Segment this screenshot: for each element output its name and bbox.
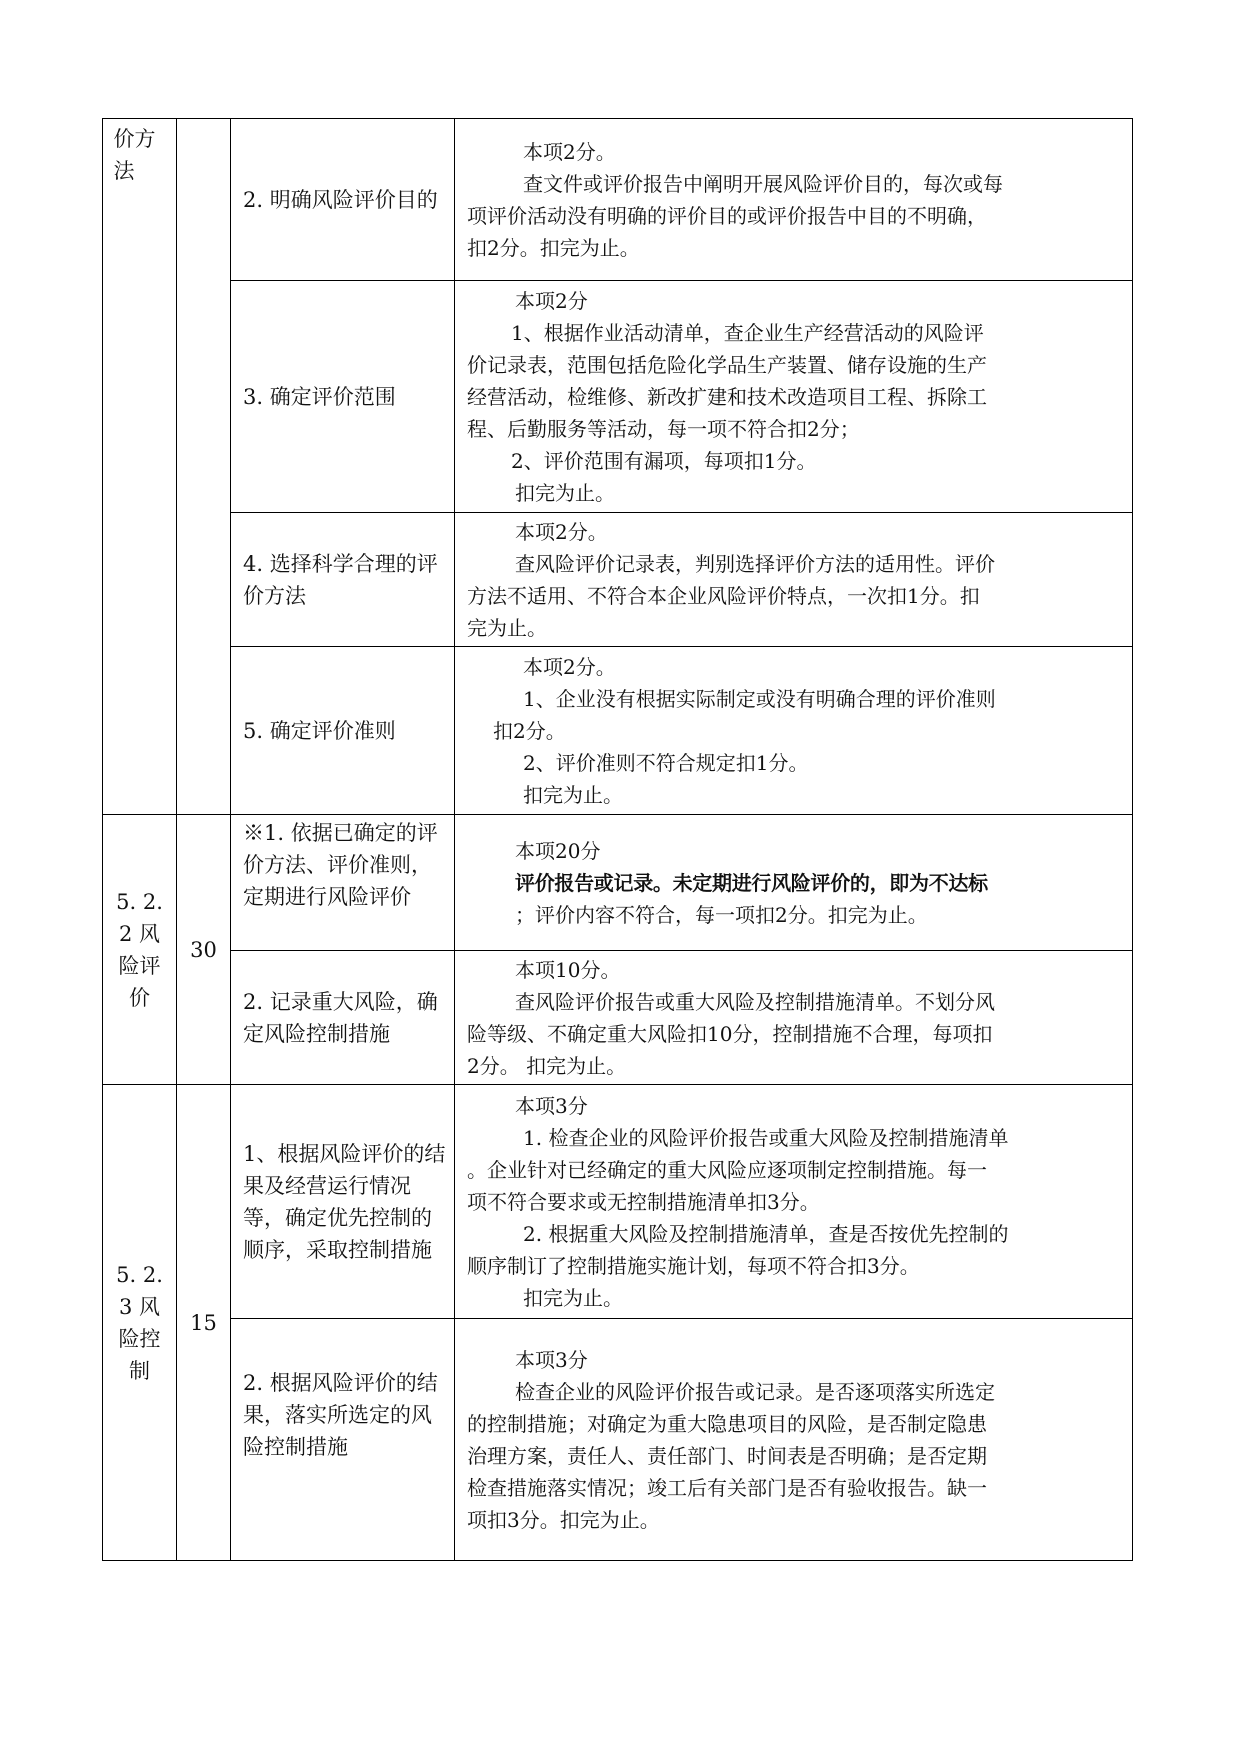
method-line: 扣完为止。 <box>523 782 623 807</box>
item-label: 价方法 <box>113 127 156 183</box>
criterion-text: 2. 根据风险评价的结果，落实所选定的风险控制措施 <box>243 1370 438 1459</box>
method-line: 本项20分 <box>515 838 601 863</box>
method-line: 2、评价准则不符合规定扣1分。 <box>523 750 809 775</box>
method-line: 1、企业没有根据实际制定或没有明确合理的评价准则 <box>523 686 996 711</box>
method-line: 评价报告或记录。未定期进行风险评价的，即为不达标 <box>515 870 988 895</box>
table-row <box>103 647 1133 815</box>
method-line: 险等级、不确定重大风险扣10分，控制措施不合理，每项扣 <box>467 1021 993 1046</box>
method-line: 扣2分。 <box>493 718 566 743</box>
criterion-text: 4. 选择科学合理的评价方法 <box>243 551 438 608</box>
method-line: 本项3分 <box>515 1093 588 1118</box>
criterion-text: 5. 确定评价准则 <box>243 718 396 743</box>
method-line: 2. 根据重大风险及控制措施清单，查是否按优先控制的 <box>523 1221 1009 1246</box>
method-line: 2、评价范围有漏项，每项扣1分。 <box>511 448 817 473</box>
method-cell <box>455 513 1133 647</box>
method-cell <box>455 281 1133 513</box>
method-cell <box>455 1085 1133 1319</box>
method-line: 查文件或评价报告中阐明开展风险评价目的，每次或每 <box>523 171 1003 196</box>
method-line: 。企业针对已经确定的重大风险应逐项制定控制措施。每一 <box>467 1157 987 1182</box>
criterion-cell <box>231 951 455 1085</box>
method-line: 顺序制订了控制措施实施计划，每项不符合扣3分。 <box>467 1253 920 1278</box>
method-line: 扣完为止。 <box>515 480 615 505</box>
method-line: 本项10分。 <box>515 957 621 982</box>
criterion-cell <box>231 815 455 951</box>
score-value: 15 <box>190 1310 217 1335</box>
criterion-text: 2. 明确风险评价目的 <box>243 187 438 212</box>
method-line: 扣2分。扣完为止。 <box>467 235 640 260</box>
method-line: 查风险评价报告或重大风险及控制措施清单。不划分风 <box>515 989 995 1014</box>
method-line: 本项2分 <box>515 288 588 313</box>
criterion-cell <box>231 281 455 513</box>
table-row <box>103 1319 1133 1561</box>
evaluation-table <box>102 118 1133 1561</box>
method-line: 完为止。 <box>467 615 547 640</box>
score-cell <box>177 119 231 815</box>
table-row <box>103 951 1133 1085</box>
criterion-text: 2. 记录重大风险，确定风险控制措施 <box>243 989 438 1046</box>
score-cell <box>177 1085 231 1561</box>
score-value: 30 <box>190 937 217 962</box>
method-line: 本项2分。 <box>523 654 616 679</box>
table-row <box>103 1085 1133 1319</box>
method-line: 检查企业的风险评价报告或记录。是否逐项落实所选定 <box>515 1379 995 1404</box>
method-cell <box>455 119 1133 281</box>
method-line: 1. 检查企业的风险评价报告或重大风险及控制措施清单 <box>523 1125 1009 1150</box>
item-cell <box>103 119 177 815</box>
item-cell <box>103 1085 177 1561</box>
method-line: 1、根据作业活动清单，查企业生产经营活动的风险评 <box>511 320 984 345</box>
method-line: 项评价活动没有明确的评价目的或评价报告中目的不明确， <box>467 203 987 228</box>
method-line: 方法不适用、不符合本企业风险评价特点，一次扣1分。扣 <box>467 583 980 608</box>
score-cell <box>177 815 231 1085</box>
item-label: 5. 2. 3 风险控制 <box>116 1262 163 1383</box>
criterion-text: ※1. 依据已确定的评价方法、评价准则，定期进行风险评价 <box>243 821 438 909</box>
criterion-cell <box>231 1085 455 1319</box>
method-line: 的控制措施；对确定为重大隐患项目的风险，是否制定隐患 <box>467 1411 987 1436</box>
criterion-cell <box>231 513 455 647</box>
method-line: 项扣3分。扣完为止。 <box>467 1507 660 1532</box>
method-line: ；评价内容不符合，每一项扣2分。扣完为止。 <box>515 902 928 927</box>
criterion-text: 3. 确定评价范围 <box>243 384 396 409</box>
method-line: 价记录表，范围包括危险化学品生产装置、储存设施的生产 <box>467 352 987 377</box>
criterion-cell <box>231 1319 455 1561</box>
method-line: 扣完为止。 <box>523 1285 623 1310</box>
method-cell <box>455 1319 1133 1561</box>
item-cell <box>103 815 177 1085</box>
method-line: 本项2分。 <box>515 519 608 544</box>
method-line: 治理方案，责任人、责任部门、时间表是否明确；是否定期 <box>467 1443 987 1468</box>
method-cell <box>455 815 1133 951</box>
method-line: 2分。 扣完为止。 <box>467 1053 627 1078</box>
method-line: 查风险评价记录表，判别选择评价方法的适用性。评价 <box>515 551 995 576</box>
table-row <box>103 119 1133 281</box>
item-label: 5. 2. 2 风险评价 <box>116 889 163 1010</box>
method-line: 检查措施落实情况；竣工后有关部门是否有验收报告。缺一 <box>467 1475 987 1500</box>
method-cell <box>455 951 1133 1085</box>
criterion-cell <box>231 647 455 815</box>
table-row <box>103 281 1133 513</box>
method-line: 本项3分 <box>515 1347 588 1372</box>
method-line: 程、后勤服务等活动，每一项不符合扣2分； <box>467 416 860 441</box>
table-row <box>103 513 1133 647</box>
table-row <box>103 815 1133 951</box>
criterion-cell <box>231 119 455 281</box>
method-line: 本项2分。 <box>523 139 616 164</box>
method-line: 项不符合要求或无控制措施清单扣3分。 <box>467 1189 820 1214</box>
method-line: 经营活动，检维修、新改扩建和技术改造项目工程、拆除工 <box>467 384 987 409</box>
criterion-text: 1、根据风险评价的结果及经营运行情况等，确定优先控制的顺序，采取控制措施 <box>243 1141 446 1262</box>
method-cell <box>455 647 1133 815</box>
